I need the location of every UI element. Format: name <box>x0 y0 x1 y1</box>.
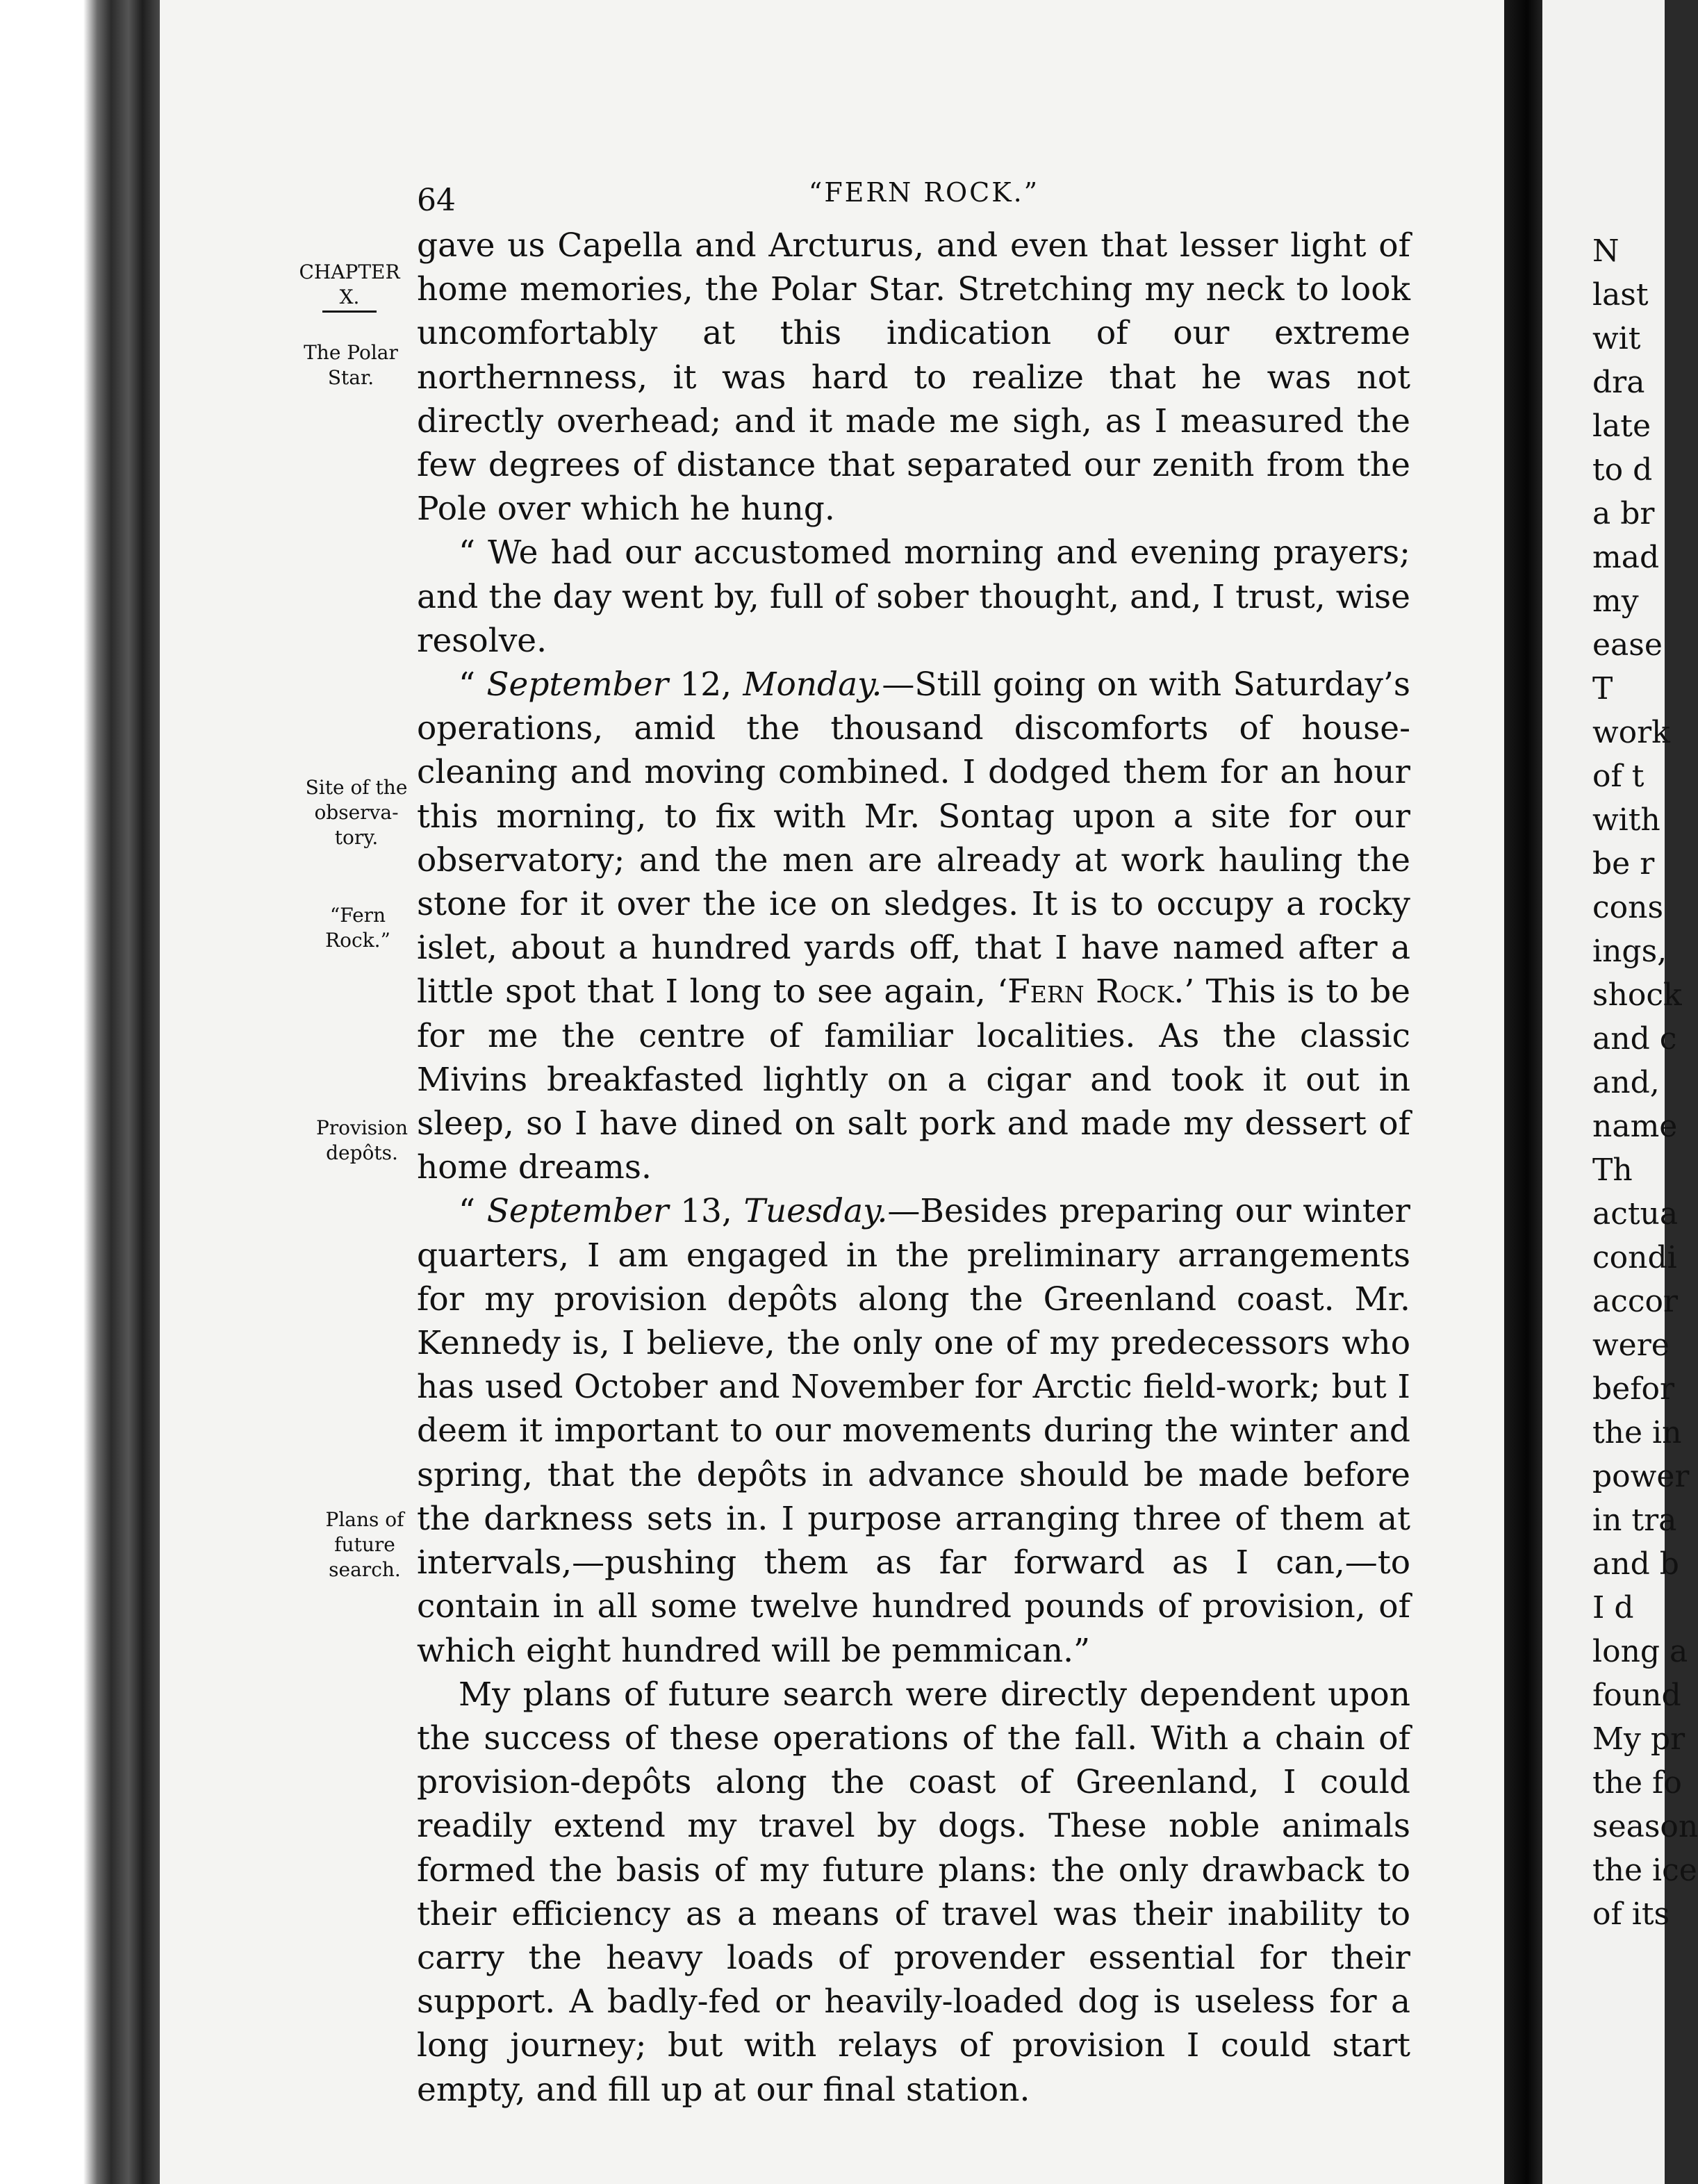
note-line: future <box>334 1533 395 1556</box>
right-page-line: season <box>1592 1809 1698 1844</box>
body-text <box>417 224 1410 2112</box>
entry-date-month: September <box>486 665 669 704</box>
right-page-line: Th <box>1592 1152 1633 1188</box>
right-page-line: were <box>1592 1327 1670 1363</box>
entry-weekday: Tuesday. <box>743 1192 888 1231</box>
right-page-line: dra <box>1592 365 1645 400</box>
running-head: “FERN ROCK.” <box>808 177 1040 208</box>
note-line: search. <box>329 1558 401 1581</box>
right-page-fragment <box>1542 0 1698 2184</box>
right-page-line: wit <box>1592 321 1641 356</box>
paragraph-september-13 <box>417 1189 1410 1672</box>
right-page-line: N <box>1592 233 1619 269</box>
right-page-line: in tra <box>1592 1503 1677 1538</box>
note-line: The Polar <box>304 341 398 364</box>
right-page-line: shock <box>1592 977 1682 1013</box>
quote-open: “ <box>459 665 487 704</box>
right-page-line: actua <box>1592 1196 1679 1232</box>
margin-note-polar-star <box>292 340 410 390</box>
entry-date-day: 12, <box>668 665 743 704</box>
note-line: Provision <box>315 1116 409 1139</box>
right-page-line: the fo <box>1592 1765 1682 1801</box>
entry-text: —Besides preparing our winter quarters, I am engaged in the preliminary arrangements for my provision depôts along the Greenland coast. Mr. Kennedy is, I believe, the only one of my predecessors who has used October and November for Arctic field-work; but I deem it important to our movements during the winter and spring, that the depôts in advance should be made before the darkness sets in. I purpose arranging three of them at intervals,—pushing them as far forward as I can,—to contain in all some twelve hundred pounds of provision, of which eight hundred will be pemmican.” <box>417 1192 1410 1670</box>
right-page-line: the in <box>1592 1415 1682 1450</box>
note-line: Plans of <box>325 1508 404 1531</box>
right-page-lines <box>1592 229 1698 1936</box>
right-page-line: ease <box>1592 627 1663 663</box>
right-page-line: My pr <box>1592 1721 1685 1757</box>
paragraph-prayers: “ We had our accustomed morning and evening prayers; and the day went by, full of sober thought, and, I trust, wise resolve. <box>417 533 1410 660</box>
entry-date-day: 13, <box>668 1192 744 1231</box>
right-page-line: and, <box>1592 1065 1660 1100</box>
margin-note-site-observatory <box>297 775 415 850</box>
page-header <box>417 177 1403 226</box>
paragraph-plans: My plans of future search were directly dependent upon the success of these operations of the fall. With a chain of provision-depôts along the coast of Greenland, I could readily extend my travel by dogs. These noble animals formed the basis of my future plans: the only drawback to their efficiency as a means of travel was their inability to carry the heavy loads of provender essential for their support. A badly-fed or heavily-loaded dog is useless for a long journey; but with relays of provision I could start empty, and fill up at our final station. <box>417 1675 1410 2109</box>
entry-text: —Still going on with Saturday’s operations, amid the thousand discomforts of house-cleaning and moving combined. I dodged them for an hour this morning, to fix with Mr. Sontag upon a site for our observatory; and the men are already at work hauling the stone for it over the ice on sledges. It is to occupy a rocky islet, about a hundred yards off, that I have named after a little spot that I long to see again, ‘ <box>417 665 1411 1011</box>
chapter-label: CHAPTER <box>299 260 400 283</box>
right-page-line: accor <box>1592 1284 1679 1319</box>
chapter-number: X. <box>339 286 360 308</box>
right-page-line: ings, <box>1592 934 1667 969</box>
margin-note-plans-future-search <box>306 1507 424 1582</box>
note-line: tory. <box>334 826 379 849</box>
right-page-line: T <box>1592 671 1613 706</box>
right-page-line: of its <box>1592 1896 1670 1932</box>
note-line: depôts. <box>326 1141 398 1164</box>
quote-open: “ <box>459 1192 487 1231</box>
right-page-line: a br <box>1592 496 1655 531</box>
paragraph-polar-star: gave us Capella and Arcturus, and even that lesser light of home memories, the Polar Star. Stretching my neck to look uncomfortably at this indication of our extreme northernness, it was hard to realize that he was not directly overhead; and it made me sigh, as I measured the few degrees of distance that separated our zenith from the Pole over which he hung. <box>417 226 1410 529</box>
entry-text: .’ This is to be for me the centre of familiar localities. As the classic Mivins breakfasted lightly on a cigar and took it out in sleep, so I have dined on salt pork and made my dessert of home dreams. <box>417 973 1410 1187</box>
right-page-line: be r <box>1592 846 1655 882</box>
right-page-line: my <box>1592 584 1639 619</box>
book-gutter <box>1504 0 1542 2184</box>
right-page-line: to d <box>1592 452 1653 488</box>
note-line: Site of the <box>305 776 408 799</box>
fern-rock-name: Fern Rock <box>1007 973 1174 1011</box>
right-page-line: condi <box>1592 1240 1677 1275</box>
right-page-line: and c <box>1592 1021 1677 1057</box>
right-page-line: I d <box>1592 1590 1634 1625</box>
book-spine-edge <box>0 0 160 2184</box>
right-page-line: mad <box>1592 540 1660 575</box>
note-line: observa- <box>314 801 399 824</box>
paragraph-september-12 <box>417 663 1410 1189</box>
page-number: 64 <box>417 183 456 218</box>
entry-date-month: September <box>486 1192 669 1231</box>
margin-note-provision-depots <box>303 1116 421 1166</box>
right-page-line: long a <box>1592 1634 1688 1669</box>
right-page-line: cons <box>1592 890 1664 925</box>
chapter-rule <box>322 311 377 313</box>
right-page-line: and b <box>1592 1546 1679 1582</box>
right-page-line: late <box>1592 408 1651 444</box>
right-page-line: work <box>1592 715 1670 750</box>
note-line: “Fern <box>329 904 386 927</box>
margin-note-fern-rock <box>299 903 417 953</box>
right-page-line: power <box>1592 1459 1690 1494</box>
right-page-line: name <box>1592 1109 1678 1144</box>
entry-weekday: Monday. <box>743 665 882 704</box>
right-page-line: with <box>1592 802 1660 838</box>
right-page-line: found <box>1592 1678 1681 1713</box>
right-page-line: the ice <box>1592 1853 1697 1888</box>
note-line: Star. <box>327 366 374 389</box>
note-line: Rock.” <box>325 929 390 952</box>
margin-note-chapter <box>290 260 409 313</box>
right-page-line: befor <box>1592 1371 1675 1407</box>
right-page-line: last <box>1592 277 1649 313</box>
right-page-line: of t <box>1592 759 1645 794</box>
